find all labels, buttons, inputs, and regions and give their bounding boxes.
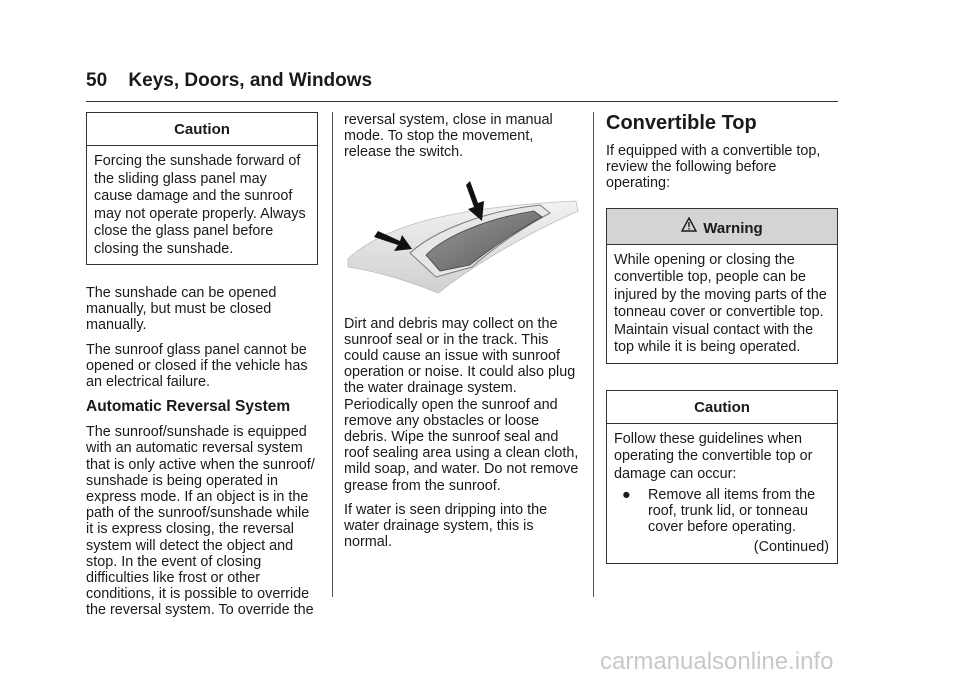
bullet-icon: ● xyxy=(622,487,631,504)
column-left xyxy=(86,112,318,627)
paragraph-electrical-failure: The sunroof glass panel cannot be opened or closed if the vehicle has an electrical failure. xyxy=(86,341,308,391)
sunroof-drawing xyxy=(344,175,580,295)
paragraph-water-dripping: If water is seen dripping into the water drainage system, this is normal. xyxy=(344,501,548,551)
bullet-text: Remove all items from the roof, trunk lid, or tonneau cover before operating. xyxy=(648,487,816,536)
warning-icon xyxy=(681,217,697,235)
caution-title: Caution xyxy=(87,113,317,146)
paragraph-convertible-intro: If equipped with a convertible top, review the following before operating: xyxy=(606,143,821,192)
paragraph-dirt-debris: Dirt and debris may collect on the sunroof seal or in the track. This could cause an issue with sunroof operation or noise. It could also plug the water drainage system. Periodically open the sunroof and remove any obstacles or loose debris. Wipe the sunroof seal and roof sealing area using a clean cloth, mild soap, and water. Do not remove grease from the sunroof. xyxy=(344,315,579,494)
sunroof-illustration xyxy=(344,175,580,300)
paragraph-reversal-system: The sunroof/sunshade is equipped with an automatic reversal system that is only active when the sunroof/ sunshade is being operated in express mode. If an object is in the path of the sunroof/sunshade while it is express closing, the reversal system will detect the object and stop. In the event of closing difficulties like frost or other conditions, it is possible to override the reversal system. To override the xyxy=(86,424,315,619)
warning-title: Warning xyxy=(703,219,763,237)
page-header xyxy=(86,70,838,102)
paragraph-reversal-continued: reversal system, close in manual mode. To stop the movement, release the switch. xyxy=(344,112,553,161)
list-item xyxy=(622,487,829,535)
column-middle xyxy=(344,112,580,558)
caution-body: Forcing the sunshade forward of the sliding glass panel may cause damage and the sunroof may not operate properly. Always close the glass panel before closing the sunshade. xyxy=(94,153,306,257)
watermark: carmanualsonline.info xyxy=(600,648,834,675)
caution-box-sunshade xyxy=(86,112,318,265)
page-number: 50 xyxy=(86,70,108,91)
caution-body xyxy=(607,424,837,563)
section-title: Keys, Doors, and Windows xyxy=(128,70,373,91)
continued-label: (Continued) xyxy=(753,539,829,556)
paragraph-sunshade-manual: The sunshade can be opened manually, but must be closed manually. xyxy=(86,285,277,334)
column-divider-2 xyxy=(593,112,594,597)
column-divider-1 xyxy=(332,112,333,597)
column-right xyxy=(606,112,838,584)
heading-convertible-top: Convertible Top xyxy=(606,112,757,134)
heading-automatic-reversal: Automatic Reversal System xyxy=(86,398,291,416)
warning-header xyxy=(607,209,837,245)
warning-body: While opening or closing the convertible top, people can be injured by the moving parts of the tonneau cover or convertible top. Maintain visual contact with the top while it is being operated. xyxy=(614,251,827,356)
warning-box xyxy=(606,208,838,364)
caution-intro: Follow these guidelines when operating the convertible top or damage can occur: xyxy=(614,430,813,482)
caution-title: Caution xyxy=(607,391,837,424)
caution-box-convertible xyxy=(606,390,838,564)
